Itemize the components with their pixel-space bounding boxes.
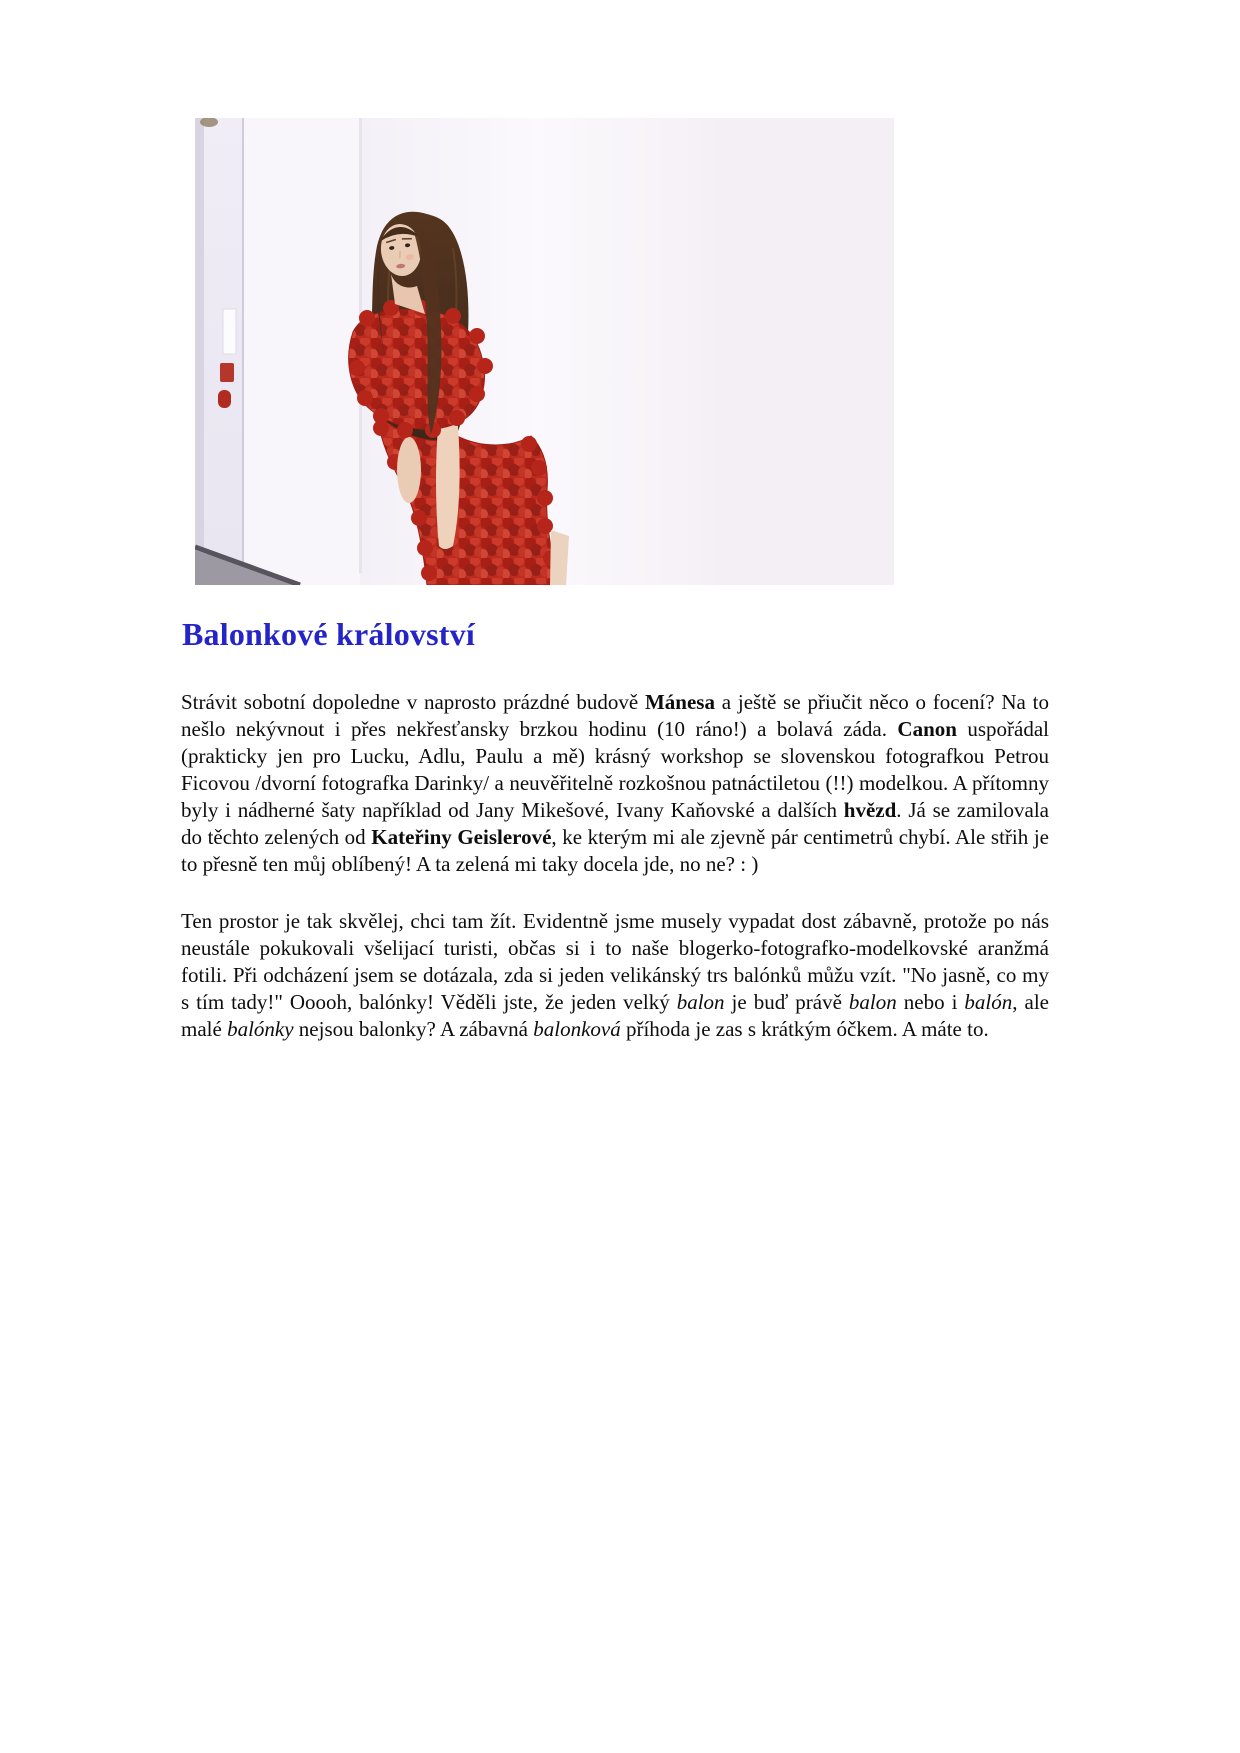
paragraph-2: Ten prostor je tak skvělej, chci tam žít. Evidentně jsme musely vypadat dost zábavně, protože po nás neustále pokukovali všelijací turisti, občas si i to naše blogerko-fotografko-modelkovské aranžmá fotili. Při odcházení jsem se dotázala, zda si jeden velikánský trs balónků můžu vzít. "No jasně, co my s tím tady!" Ooooh, balónky! Věděli jste, že jeden velký balon je buď právě balon nebo i balón, ale malé balónky nejsou balonky? A zábavná balonková příhoda je zas s krátkým óčkem. A máte to. <box>181 909 1049 1041</box>
red-alarm-box <box>220 363 234 382</box>
paragraph-1: Strávit sobotní dopoledne v naprosto prázdné budově Mánesa a ještě se přiučit něco o focení? Na to nešlo nekývnout i přes nekřesťansky brzkou hodinu (10 ráno!) a bolavá záda. Canon uspořádal (prakticky jen pro Lucku, Adlu, Paulu a mě) krásný workshop se slovenskou fotografkou Petrou Ficovou /dvorní fotografka Darinky/ a neuvěřitelně rozkošnou patnáctiletou (!!) modelkou. A přítomny byly i nádherné šaty například od Jany Mikešové, Ivany Kaňovské a dalších hvězd. Já se zamilovala do těchto zelených od Kateřiny Geislerové, ke kterým mi ale zjevně pár centimetrů chybí. Ale střih je to přesně ten můj oblíbený! A ta zelená mi taky docela jde, no ne? : ) <box>181 690 1049 876</box>
model-back-skin <box>397 437 421 503</box>
red-extinguisher-mark <box>218 390 231 408</box>
model-leg-skin <box>550 530 569 585</box>
article-body <box>181 689 1049 1043</box>
article-photo <box>195 118 894 585</box>
paper-note <box>223 309 236 354</box>
article-title[interactable]: Balonkové království <box>182 616 475 652</box>
